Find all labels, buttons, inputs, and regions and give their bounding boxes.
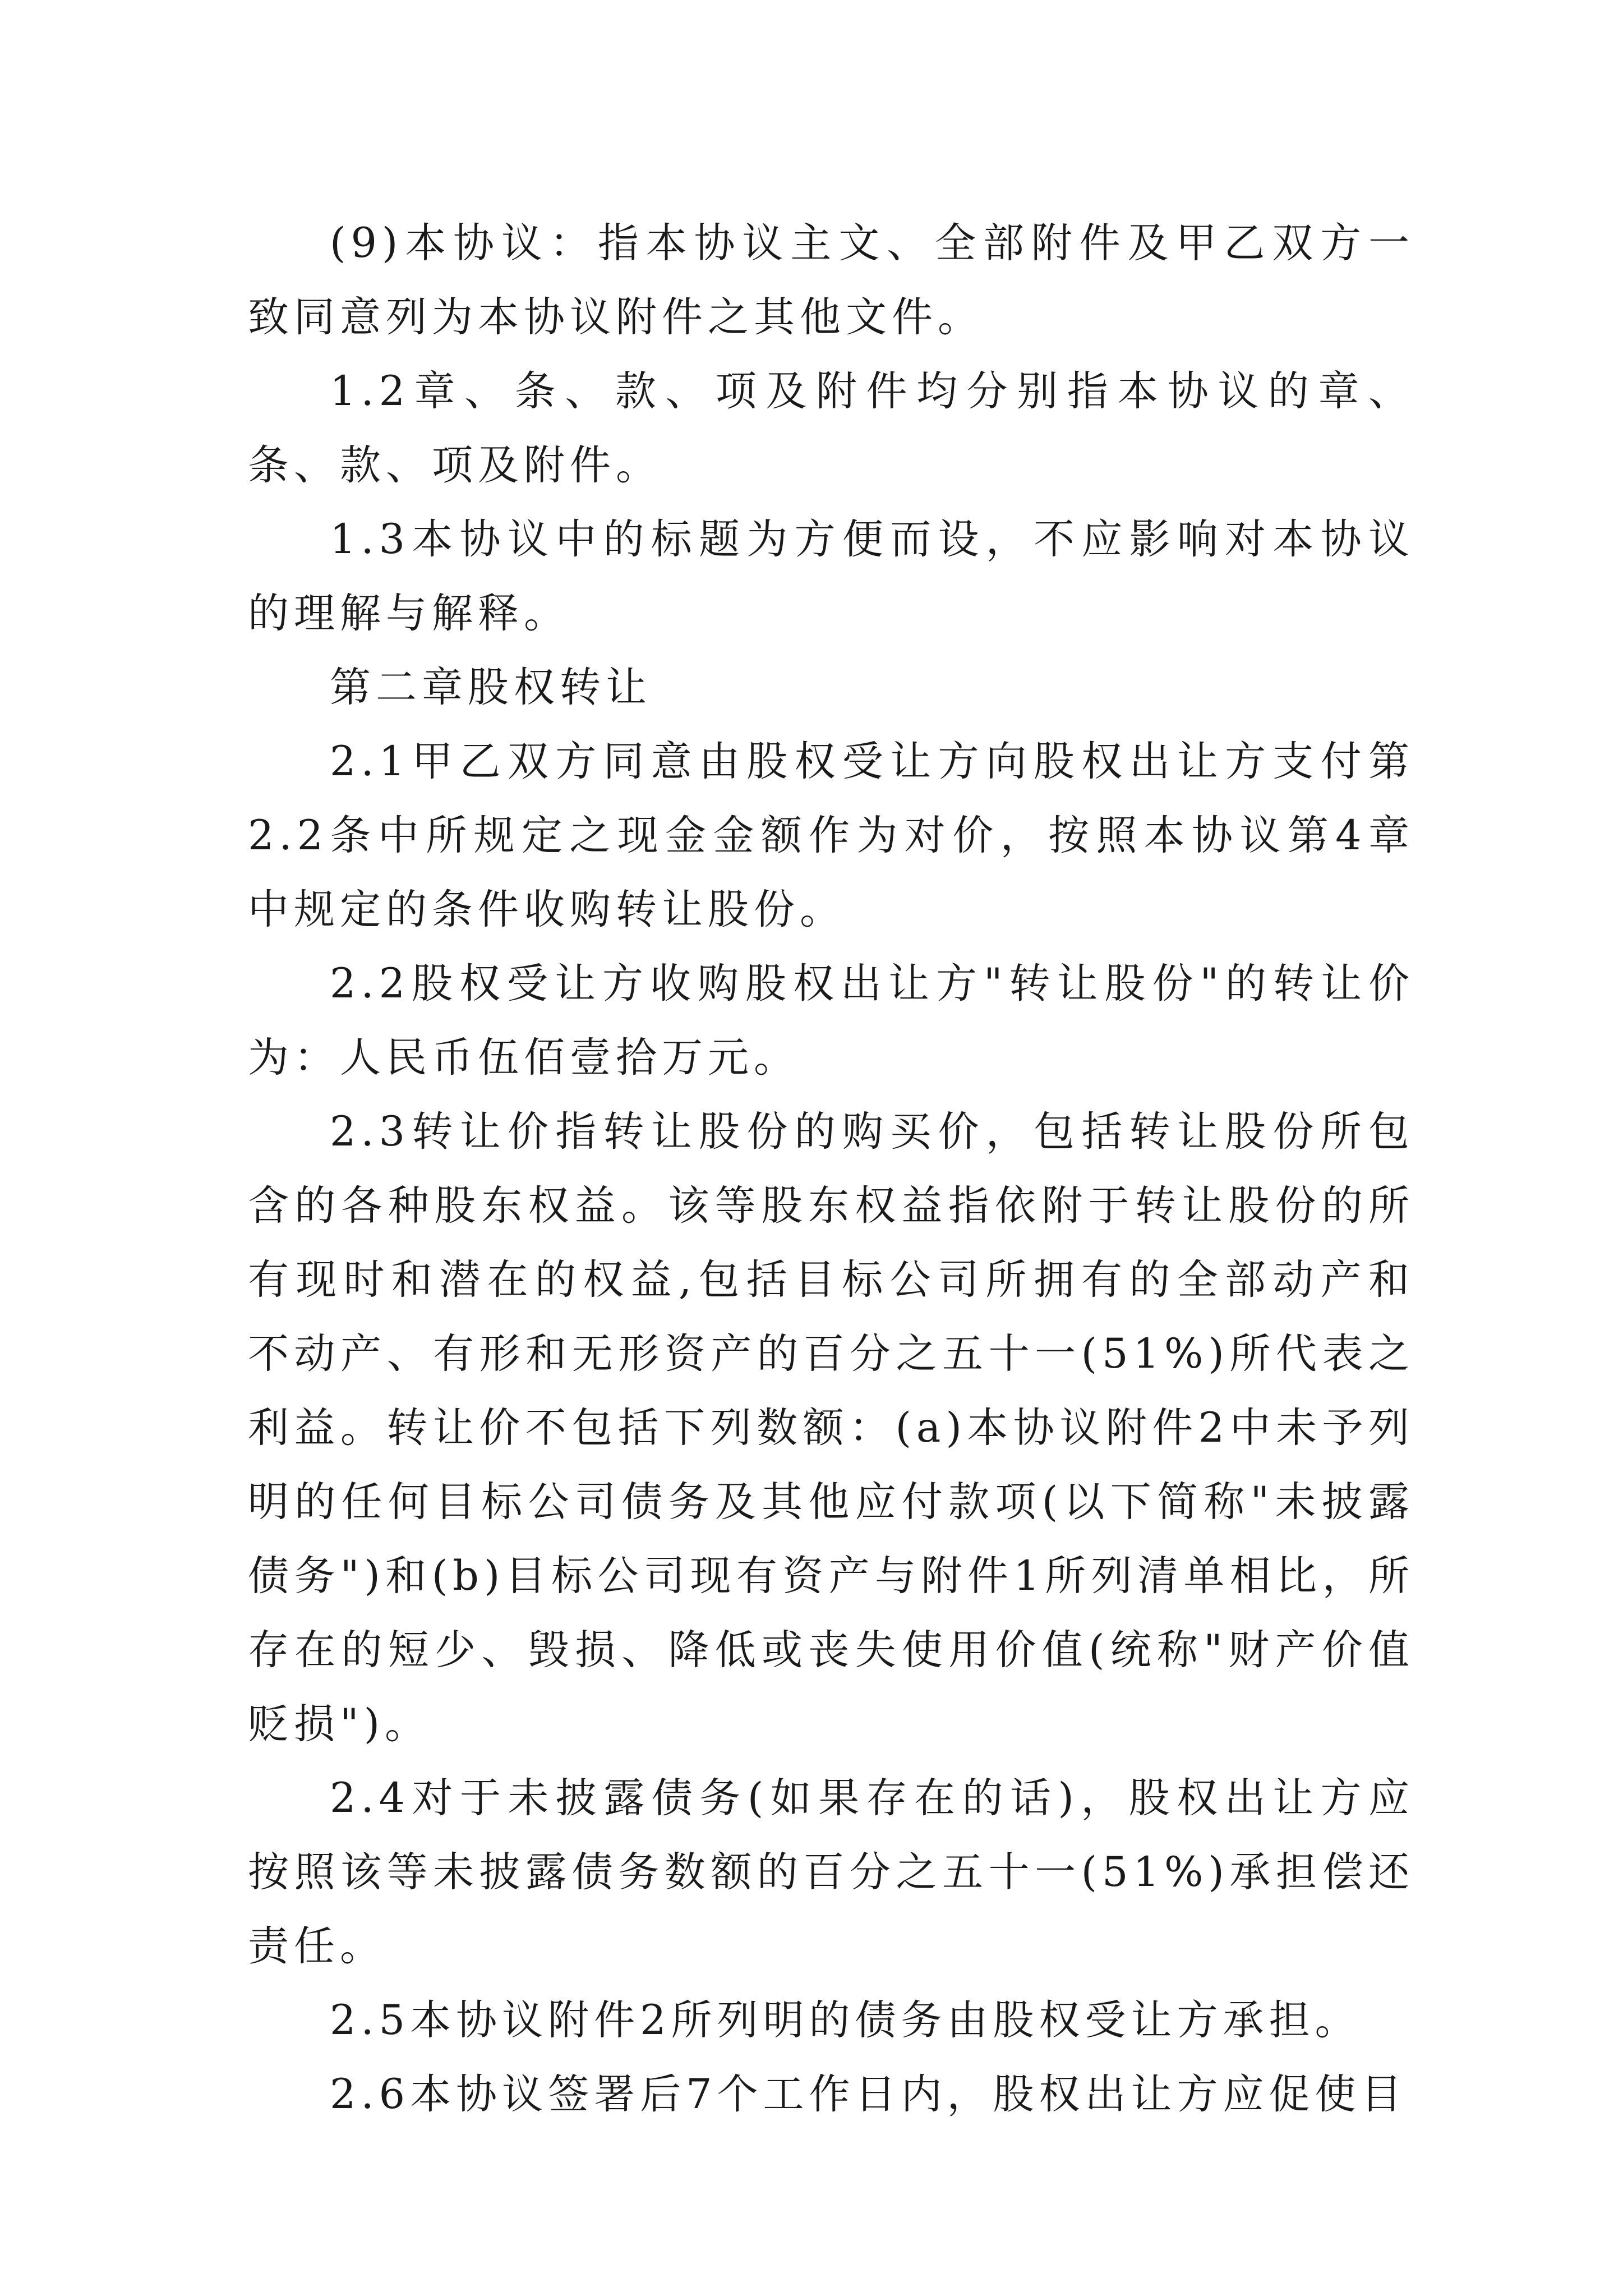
paragraph-2-2: 2.2股权受让方收购股权出让方"转让股份"的转让价为：人民币伍佰壹拾万元。 <box>248 960 1414 1082</box>
chapter-2-heading: 第二章股权转让 <box>330 664 652 711</box>
document-body <box>248 206 1414 2132</box>
paragraph-1-2: 1.2章、条、款、项及附件均分别指本协议的章、条、款、项及附件。 <box>248 367 1414 489</box>
paragraph-2-3: 2.3转让价指转让股份的购买价，包括转让股份所包含的各种股东权益。该等股东权益指依附于转让股份的所有现时和潜在的权益,包括目标公司所拥有的全部动产和不动产、有形和无形资产的百分之五十一(51%)所代表之利益。转让价不包括下列数额：(a)本协议附件2中未予列明的任何目标公司债务及其他应付款项(以下简称"未披露债务")和(b)目标公司现有资产与附件1所列清单相比，所存在的短少、毁损、降低或丧失使用价值(统称"财产价值贬损")。 <box>248 1108 1414 1748</box>
paragraph-2-4: 2.4对于未披露债务(如果存在的话)，股权出让方应按照该等未披露债务数额的百分之五十一(51%)承担偿还责任。 <box>248 1774 1414 1970</box>
paragraph-definition-9: (9)本协议：指本协议主文、全部附件及甲乙双方一致同意列为本协议附件之其他文件。 <box>248 219 1414 341</box>
paragraph-1-3: 1.3本协议中的标题为方便而设，不应影响对本协议的理解与解释。 <box>248 516 1414 637</box>
paragraph-2-5: 2.5本协议附件2所列明的债务由股权受让方承担。 <box>330 1996 1361 2044</box>
paragraph-2-6: 2.6本协议签署后7个工作日内，股权出让方应促使目 <box>330 2070 1407 2118</box>
paragraph-2-1: 2.1甲乙双方同意由股权受让方向股权出让方支付第2.2条中所规定之现金金额作为对价，按照本协议第4章中规定的条件收购转让股份。 <box>248 738 1414 933</box>
